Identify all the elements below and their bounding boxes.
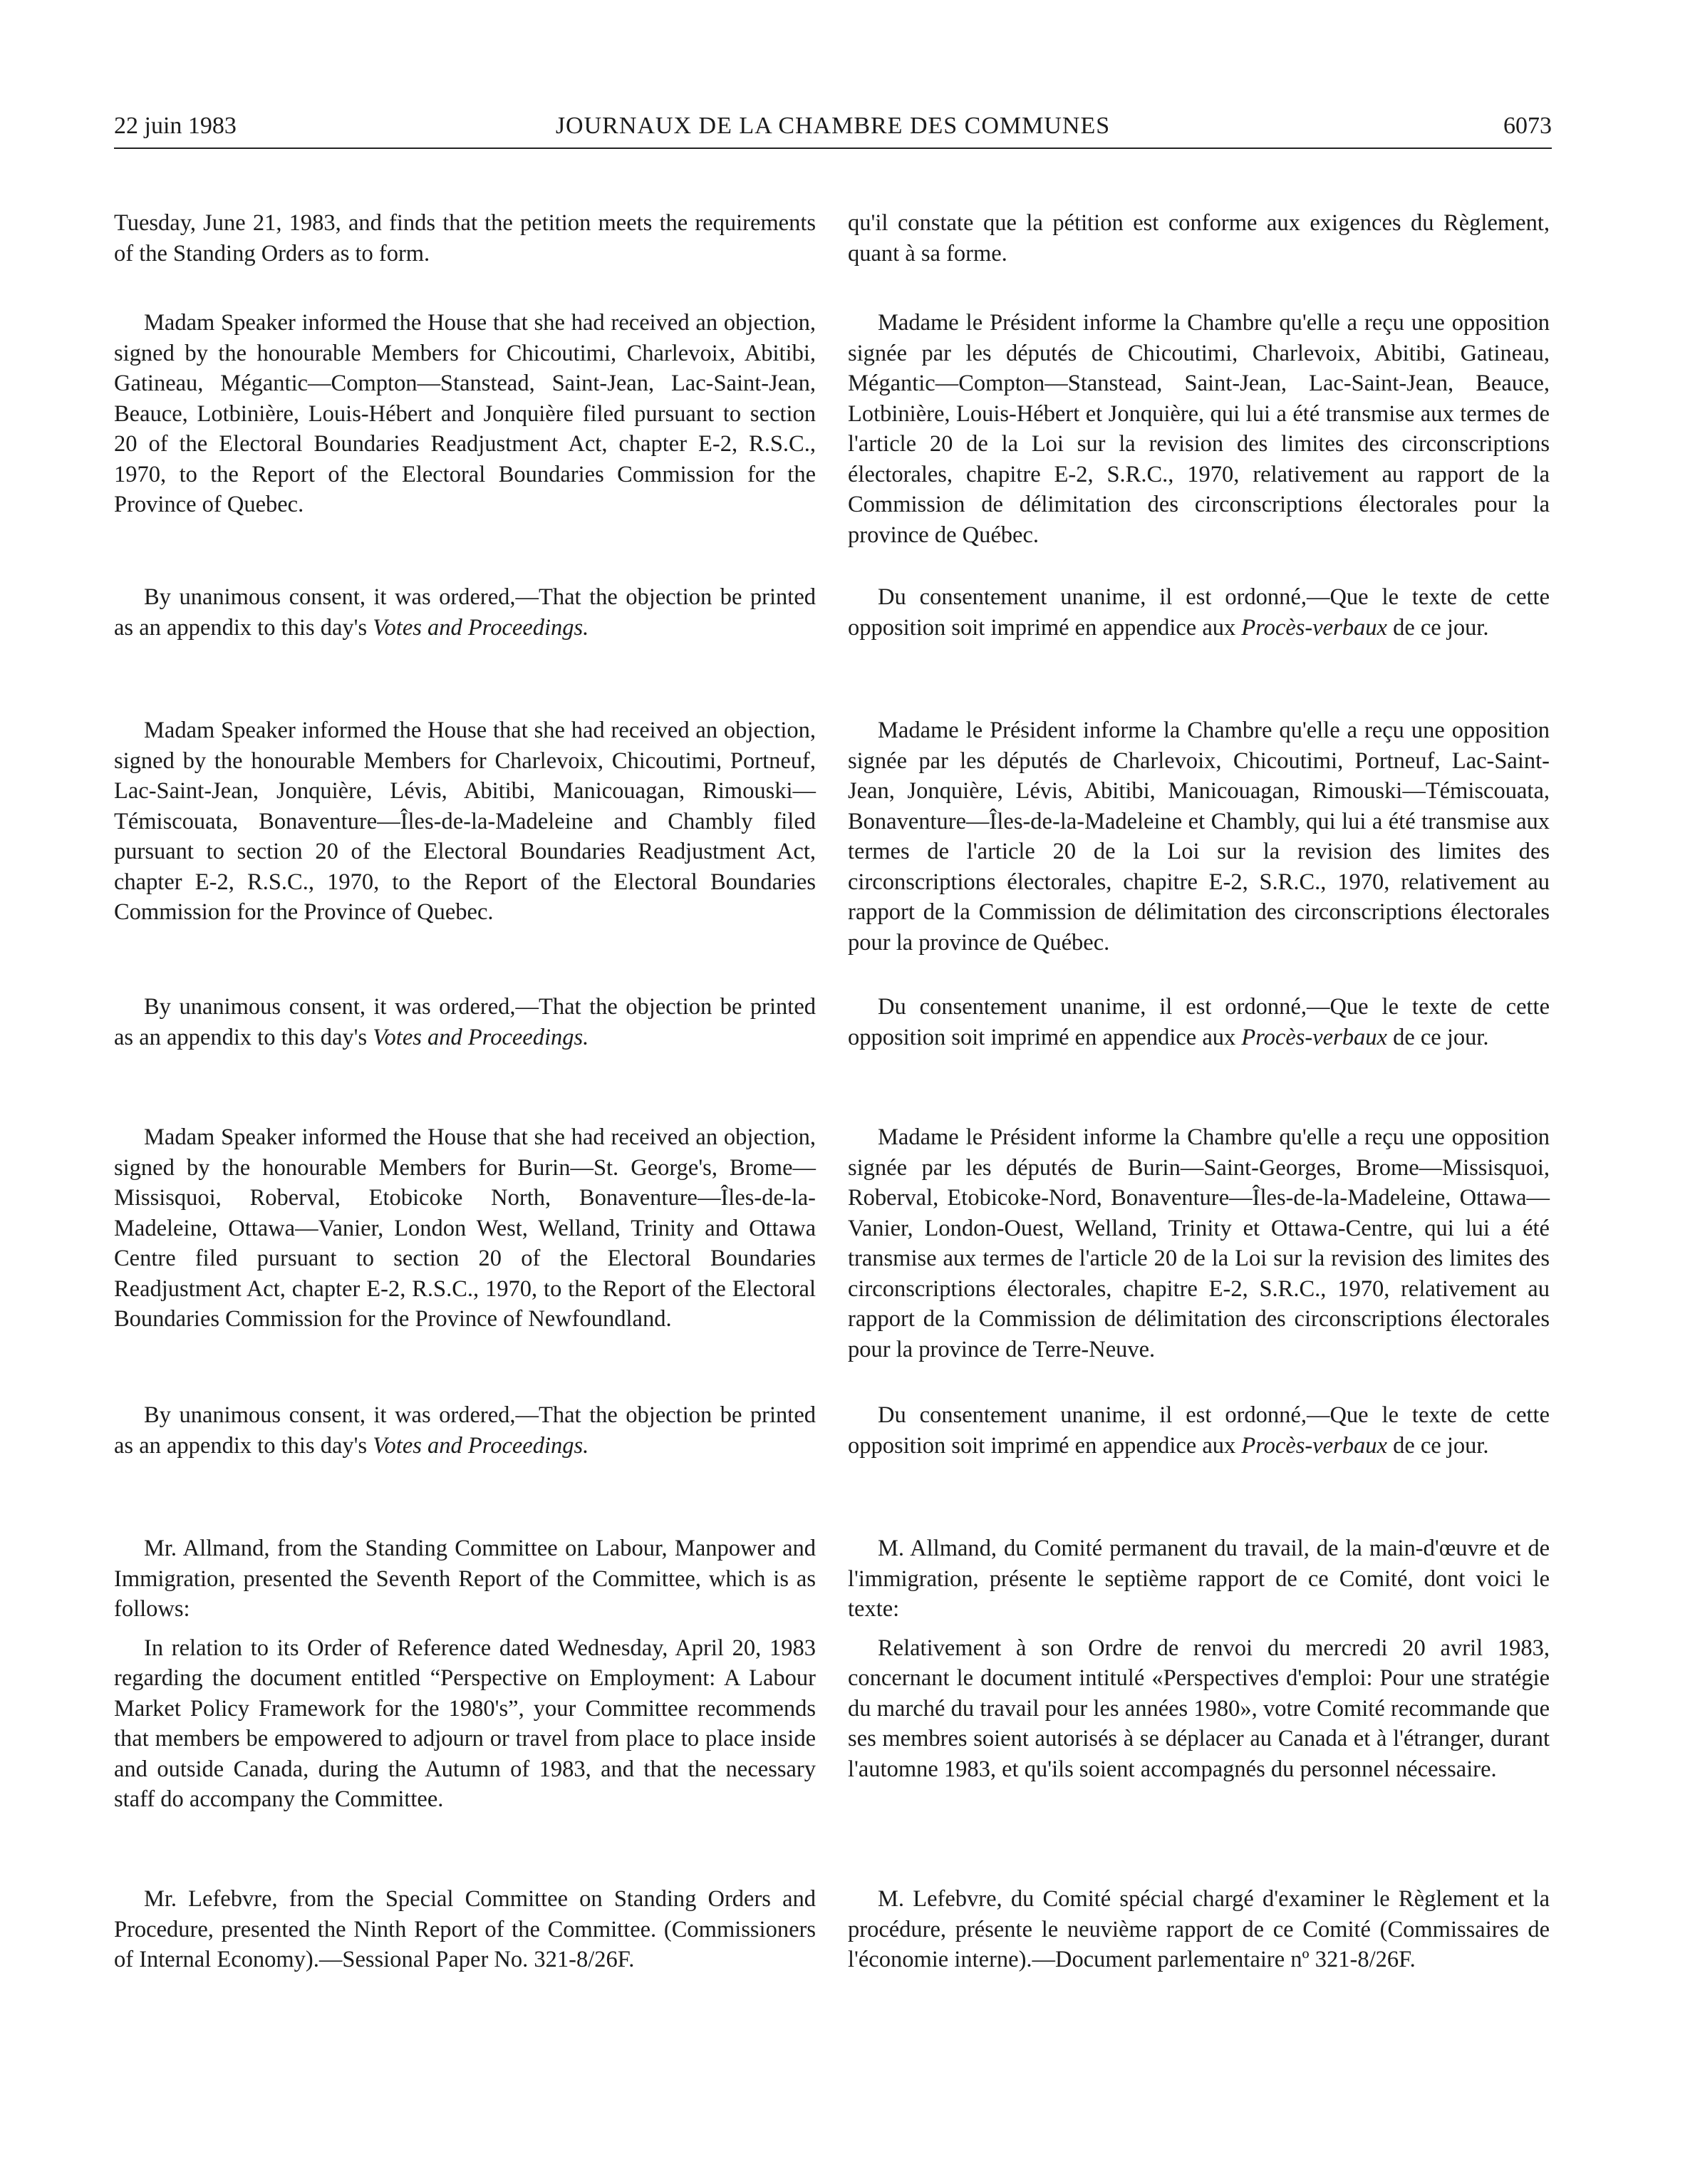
en-order-3 — [114, 1400, 816, 1461]
header-title: JOURNAUX DE LA CHAMBRE DES COMMUNES — [555, 113, 1111, 139]
fr-order-3 — [848, 1400, 1550, 1461]
fr-objection-terre-neuve — [848, 1122, 1550, 1365]
en-paragraph: Madam Speaker informed the House that she had received an objection, signed by the honourable Members for Chicoutimi, Charlevoix, Abitibi, Gatineau, Mégantic—Compton—Stanstead, Saint-Jean, Lac-Saint-Jean, Beauce, Lotbinière, Louis-Hébert and Jonquière filed pursuant to section 20 of the Electoral Boundaries Readjustment Act, chapter E-2, R.S.C., 1970, to the Report of the Electoral Boundaries Commission for the Province of Quebec. — [114, 310, 816, 517]
en-order-2 — [114, 992, 816, 1052]
en-votes-italic: Votes and Proceedings. — [373, 1024, 589, 1050]
fr-order-tail: de ce jour. — [1393, 614, 1489, 641]
fr-paragraph: qu'il constate que la pétition est conforme aux exigences du Règlement, quant à sa forme. — [848, 210, 1550, 266]
fr-order-text: Du consentement unanime, il est ordonné,—Que le texte de cette opposition soit imprimé en appendice aux — [848, 584, 1550, 641]
en-lefebvre-report — [114, 1884, 816, 1975]
en-paragraph — [114, 1400, 816, 1461]
en-allmand-report — [114, 1533, 816, 1815]
en-paragraph: Mr. Lefebvre, from the Special Committee on Standing Orders and Procedure, presented the Ninth Report of the Committee. (Commissioners of Internal Economy).—Sessional Paper No. 321-8/26F. — [114, 1886, 816, 1972]
en-votes-italic: Votes and Proceedings. — [373, 614, 589, 641]
fr-paragraph: Madame le Président informe la Chambre qu'elle a reçu une opposition signée par les députés de Chicoutimi, Charlevoix, Abitibi, Gatineau, Mégantic—Compton—Stanstead, Saint-Jean, Lac-Saint-Jean, Beauce, Lotbinière, Louis-Hébert et Jonquière, qui lui a été transmise aux termes de l'article 20 de la Loi sur la revision des limites des circonscriptions électorales, chapitre E-2, S.R.C., 1970, relativement au rapport de la Commission de délimitation des circonscriptions électorales pour la province de Québec. — [848, 310, 1550, 548]
en-paragraph: Mr. Allmand, from the Standing Committee on Labour, Manpower and Immigration, presented the Seventh Report of the Committee, which is as follows: — [114, 1536, 816, 1622]
en-votes-italic: Votes and Proceedings. — [373, 1432, 589, 1459]
fr-allmand-rapport — [848, 1533, 1550, 1784]
fr-paragraph — [848, 582, 1550, 643]
fr-objection-quebec-2 — [848, 715, 1550, 958]
en-paragraph: Madam Speaker informed the House that she had received an objection, signed by the honourable Members for Charlevoix, Chicoutimi, Portneuf, Lac-Saint-Jean, Jonquière, Lévis, Abitibi, Manicouagan, Rimouski—Témiscouata, Bonaventure—Îles-de-la-Madeleine and Chambly filed pursuant to section 20 of the Electoral Boundaries Readjustment Act, chapter E-2, R.S.C., 1970, to the Report of the Electoral Boundaries Commission for the Province of Quebec. — [114, 718, 816, 925]
en-paragraph: In relation to its Order of Reference dated Wednesday, April 20, 1983 regarding the document entitled “Perspective on Employment: A Labour Market Policy Framework for the 1980's”, your Committee recommends that members be empowered to adjourn or travel from place to place inside and outside Canada, during the Autumn of 1983, and that the necessary staff do accompany the Committee. — [114, 1635, 816, 1812]
en-order-text: By unanimous consent, it was ordered,—That the objection be printed as an appendix to this day's — [114, 994, 816, 1050]
fr-paragraph: M. Allmand, du Comité permanent du travail, de la main-d'œuvre et de l'immigration, présente le septième rapport de ce Comité, dont voici le texte: — [848, 1536, 1550, 1622]
en-paragraph: Madam Speaker informed the House that she had received an objection, signed by the honourable Members for Burin—St. George's, Brome—Missisquoi, Roberval, Etobicoke North, Bonaventure—Îles-de-la-Madeleine, Ottawa—Vanier, London West, Welland, Trinity and Ottawa Centre filed pursuant to section 20 of the Electoral Boundaries Readjustment Act, chapter E-2, R.S.C., 1970, to the Report of the Electoral Boundaries Commission for the Province of Newfoundland. — [114, 1124, 816, 1332]
fr-order-tail: de ce jour. — [1393, 1432, 1489, 1459]
fr-paragraph: Madame le Président informe la Chambre qu'elle a reçu une opposition signée par les députés de Charlevoix, Chicoutimi, Portneuf, Lac-Saint-Jean, Jonquière, Lévis, Abitibi, Manicouagan, Rimouski—Témiscouata, Bonaventure—Îles-de-la-Madeleine et Chambly, qui lui a été transmise aux termes de l'article 20 de la Loi sur la revision des limites des circonscriptions électorales, chapitre E-2, S.R.C., 1970, relativement au rapport de la Commission de délimitation des circonscriptions électorales pour la province de Québec. — [848, 718, 1550, 956]
fr-paragraph — [848, 992, 1550, 1052]
fr-order-text: Du consentement unanime, il est ordonné,—Que le texte de cette opposition soit imprimé en appendice aux — [848, 1402, 1550, 1459]
fr-order-1 — [848, 582, 1550, 643]
fr-paragraph: Relativement à son Ordre de renvoi du mercredi 20 avril 1983, concernant le document intitulé «Perspectives d'emploi: Pour une stratégie du marché du travail pour les années 1980», votre Comité recommande que ses membres soient autorisés à se déplacer au Canada et à l'étranger, durant l'automne 1983, et qu'ils soient accompagnés du personnel nécessaire. — [848, 1635, 1550, 1782]
fr-order-tail: de ce jour. — [1393, 1024, 1489, 1050]
page-number: 6073 — [1503, 113, 1552, 139]
en-paragraph: Tuesday, June 21, 1983, and finds that the petition meets the requirements of the Standing Orders as to form. — [114, 210, 816, 266]
en-paragraph — [114, 992, 816, 1052]
en-order-text: By unanimous consent, it was ordered,—That the objection be printed as an appendix to this day's — [114, 1402, 816, 1459]
en-paragraph — [114, 582, 816, 643]
page-header — [114, 110, 1552, 149]
fr-order-text: Du consentement unanime, il est ordonné,—Que le texte de cette opposition soit imprimé en appendice aux — [848, 994, 1550, 1050]
fr-paragraph — [848, 1400, 1550, 1461]
header-date: 22 juin 1983 — [114, 113, 237, 139]
fr-petition-continuation — [848, 208, 1550, 269]
fr-proces-italic: Procès-verbaux — [1241, 1024, 1387, 1050]
fr-lefebvre-rapport — [848, 1884, 1550, 1975]
en-objection-quebec-2 — [114, 715, 816, 928]
fr-paragraph: M. Lefebvre, du Comité spécial chargé d'examiner le Règlement et la procédure, présente le neuvième rapport de ce Comité (Commissaires de l'économie interne).—Document parlementaire nº 321-8/26F. — [848, 1886, 1550, 1972]
en-objection-newfoundland — [114, 1122, 816, 1335]
en-petition-continuation — [114, 208, 816, 269]
en-order-1 — [114, 582, 816, 643]
fr-proces-italic: Procès-verbaux — [1241, 614, 1387, 641]
en-order-text: By unanimous consent, it was ordered,—That the objection be printed as an appendix to this day's — [114, 584, 816, 641]
fr-paragraph: Madame le Président informe la Chambre qu'elle a reçu une opposition signée par les députés de Burin—Saint-Georges, Brome—Missisquoi, Roberval, Etobicoke-Nord, Bonaventure—Îles-de-la-Madeleine, Ottawa—Vanier, London-Ouest, Welland, Trinity et Ottawa-Centre, qui lui a été transmise aux termes de l'article 20 de la Loi sur la revision des limites des circonscriptions électorales, chapitre E-2, S.R.C., 1970, relativement au rapport de la Commission de délimitation des circonscriptions électorales pour la province de Terre-Neuve. — [848, 1124, 1550, 1362]
fr-order-2 — [848, 992, 1550, 1052]
fr-objection-quebec-1 — [848, 308, 1550, 550]
en-objection-quebec-1 — [114, 308, 816, 520]
fr-proces-italic: Procès-verbaux — [1241, 1432, 1387, 1459]
